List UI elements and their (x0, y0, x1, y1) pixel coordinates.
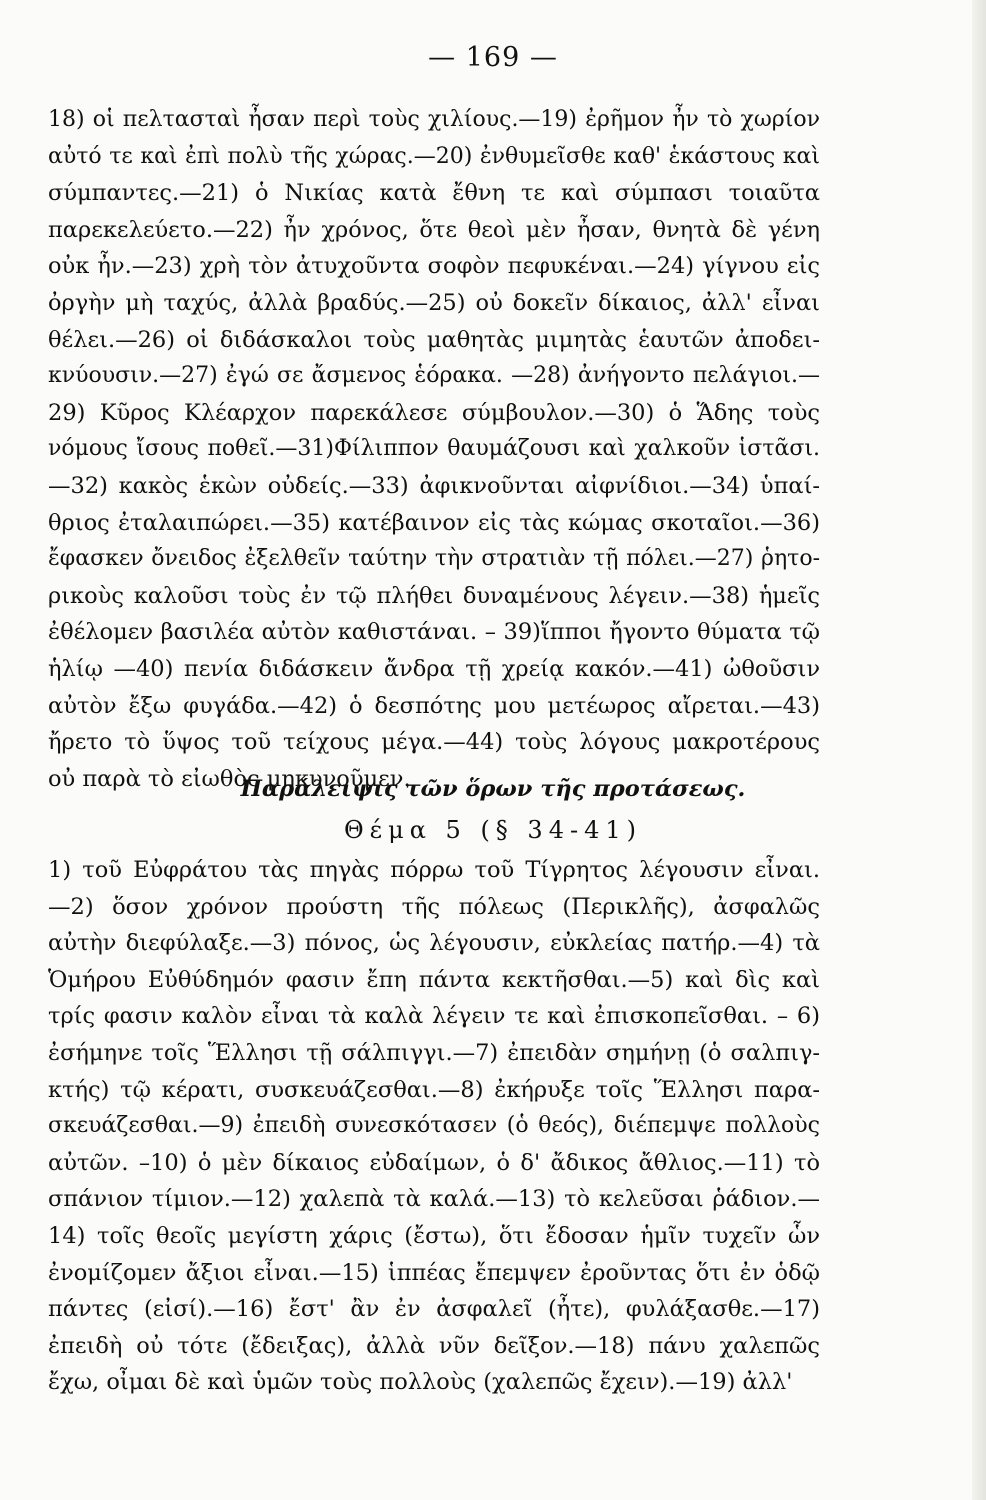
text-line: —32) κακὸς ἑκὼν οὐδείς.—33) ἀφικνοῦνται αἰφνίδιοι.—34) ὑπαί- (48, 472, 820, 499)
page-number: — 169 — (428, 42, 558, 73)
text-line: 29) Κῦρος Κλέαρχον παρεκάλεσε σύμβουλον.—30) ὁ Ἅδης τοὺς (48, 399, 820, 426)
text-line: αὐτό τε καὶ ἐπὶ πολὺ τῆς χώρας.—20) ἐνθυμεῖσθε καθ' ἑκάστους καὶ (48, 143, 820, 169)
text-line: κνύουσιν.—27) ἐγώ σε ἄσμενος ἑόρακα. —28) ἀνήγοντο πελάγιοι.— (48, 363, 820, 389)
text-line: σπάνιον τίμιον.—12) χαλεπὰ τὰ καλά.—13) τὸ κελεῦσαι ῥάδιον.— (48, 1186, 820, 1213)
text-line: 14) τοῖς θεοῖς μεγίστη χάρις (ἔστω), ὅτι ἔδοσαν ἡμῖν τυχεῖν ὧν (48, 1222, 820, 1249)
text-line: ἡλίῳ —40) πενία διδάσκειν ἄνδρα τῇ χρείᾳ κακόν.—41) ὠθοῦσιν (48, 655, 820, 682)
text-line: οὐκ ἦν.—23) χρὴ τὸν ἀτυχοῦντα σοφὸν πεφυκέναι.—24) γίγνου εἰς (48, 253, 820, 280)
text-line: θέλει.—26) οἱ διδάσκαλοι τοὺς μαθητὰς μιμητὰς ἑαυτῶν ἀποδει- (48, 326, 820, 353)
text-line: θριος ἐταλαιπώρει.—35) κατέβαινον εἰς τὰς κώμας σκοταῖοι.—36) (48, 509, 820, 536)
text-line: σκευάζεσθαι.—9) ἐπειδὴ συνεσκότασεν (ὁ θεός), διέπεμψε πολλοὺς (48, 1113, 820, 1139)
text-line: πάντες (εἰσί).—16) ἔστ' ἂν ἐν ἀσφαλεῖ (ἦτε), φυλάξασθε.—17) (48, 1296, 820, 1323)
text-line: αὐτῶν. –10) ὁ μὲν δίκαιος εὐδαίμων, ὁ δ' ἄδικος ἄθλιος.—11) τὸ (48, 1149, 820, 1176)
text-line: ἐπειδὴ οὐ τότε (ἔδειξας), ἀλλὰ νῦν δεῖξον.—18) πάνυ χαλεπῶς (48, 1332, 820, 1359)
text-line: 18) οἱ πελτασταὶ ἦσαν περὶ τοὺς χιλίους.—19) ἐρῆμον ἦν τὸ χωρίον (48, 107, 820, 132)
text-line: ἔφασκεν ὄνειδος ἐξελθεῖν ταύτην τὴν στρατιὰν τῇ πόλει.—27) ῥητο- (48, 546, 820, 572)
text-line: ἐθέλομεν βασιλέα αὐτὸν καθιστάναι. – 39)ἵπποι ἤγοντο θύματα τῷ (48, 619, 820, 646)
exercise-text-block (48, 102, 820, 797)
section-heading: Παράλειψις τῶν ὅρων τῆς προτάσεως. (240, 776, 746, 802)
text-line: ρικοὺς καλοῦσι τοὺς ἐν τῷ πλήθει δυναμένους λέγειν.—38) ἡμεῖς (48, 582, 820, 609)
text-line: οὐ παρὰ τὸ εἰωθὸς μηκυνοῦμεν. (48, 765, 411, 792)
text-line: σύμπαντες.—21) ὁ Νικίας κατὰ ἔθνη τε καὶ σύμπασι τοιαῦτα (48, 180, 820, 207)
text-line: ὀργὴν μὴ ταχύς, ἀλλὰ βραδύς.—25) οὐ δοκεῖν δίκαιος, ἀλλ' εἶναι (48, 289, 820, 316)
theme-text-block (48, 852, 820, 1401)
text-line: 1) τοῦ Εὐφράτου τὰς πηγὰς πόρρω τοῦ Τίγρητος λέγουσιν εἶναι. (48, 857, 820, 883)
text-line: ἔχω, οἶμαι δὲ καὶ ὑμῶν τοὺς πολλοὺς (χαλεπῶς ἔχειν).—19) ἀλλ' (48, 1369, 793, 1396)
text-line: ἤρετο τὸ ὕψος τοῦ τείχους μέγα.—44) τοὺς λόγους μακροτέρους (48, 729, 820, 756)
text-line: παρεκελεύετο.—22) ἦν χρόνος, ὅτε θεοὶ μὲν ἦσαν, θνητὰ δὲ γένη (48, 216, 820, 243)
text-line: αὐτὸν ἔξω φυγάδα.—42) ὁ δεσπότης μου μετέωρος αἴρεται.—43) (48, 692, 820, 719)
text-line: —2) ὅσον χρόνον προύστη τῆς πόλεως (Περικλῆς), ἀσφαλῶς (48, 893, 820, 920)
theme-title: Θέμα 5 (§ 34-41) (344, 816, 642, 844)
text-line: κτής) τῷ κέρατι, συσκευάζεσθαι.—8) ἐκήρυξε τοῖς Ἕλλησι παρα- (48, 1076, 820, 1103)
text-line: αὐτὴν διεφύλαξε.—3) πόνος, ὡς λέγουσιν, εὐκλείας πατήρ.—4) τὰ (48, 930, 820, 957)
text-line: ἐσήμηνε τοῖς Ἕλλησι τῇ σάλπιγγι.—7) ἐπειδὰν σημήνῃ (ὁ σαλπιγ- (48, 1039, 820, 1066)
text-line: τρίς φασιν καλὸν εἶναι τὰ καλὰ λέγειν τε καὶ ἐπισκοπεῖσθαι. – 6) (48, 1003, 820, 1030)
page-edge-shadow (972, 0, 986, 1500)
text-line: ἐνομίζομεν ἄξιοι εἶναι.—15) ἱππέας ἔπεμψεν ἐροῦντας ὅτι ἐν ὁδῷ (48, 1259, 820, 1286)
text-line: Ὁμήρου Εὐθύδημόν φασιν ἔπη πάντα κεκτῆσθαι.—5) καὶ δὶς καὶ (48, 966, 820, 993)
text-line: νόμους ἴσους ποθεῖ.—31)Φίλιππον θαυμάζουσι καὶ χαλκοῦν ἱστᾶσι. (48, 436, 820, 462)
